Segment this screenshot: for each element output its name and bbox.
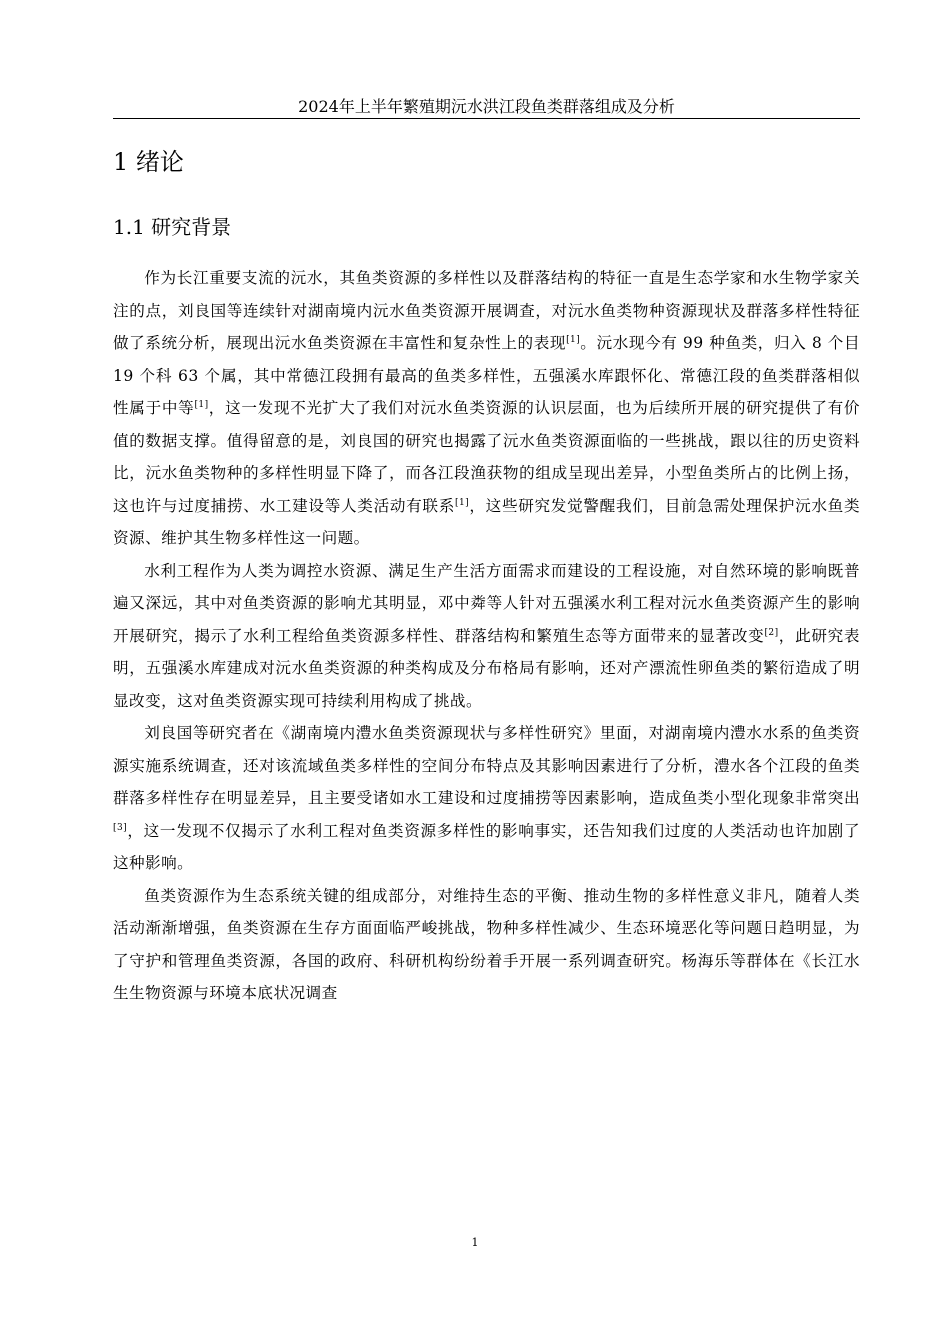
paragraph-text: 刘良国等研究者在《湖南境内澧水鱼类资源现状与多样性研究》里面，对湖南境内澧水水系的鱼类资源实施系统调查，还对该流域鱼类多样性的空间分布特点及其影响因素进行了分析，澧水各个江段的鱼类群落多样性存在明显差异，且主要受诸如水工建设和过度捕捞等因素影响，造成鱼类小型化现象非常突出 — [113, 724, 860, 807]
paragraph-text: 作为长江重要支流的沅水，其鱼类资源的多样性以及群落结构的特征一直是生态学家和水生物学家关注的点，刘良国等连续针对湖南境内沅水鱼类资源开展调查，对沅水鱼类物种资源现状及群落多样性特征做了系统分析，展现出沅水鱼类资源在丰富性和复杂性上的表现 — [113, 269, 860, 352]
chapter-title: 1 绪论 — [113, 148, 184, 176]
citation: [2] — [764, 627, 779, 638]
paragraph-text: ，这一发现不光扩大了我们对沅水鱼类资源的认识层面，也为后续所开展的研究提供了有价值的数据支撑。值得留意的是，刘良国的研究也揭露了沅水鱼类资源面临的一些挑战，跟以往的历史资料比，沅水鱼类物种的多样性明显下降了，而各江段渔获物的组成呈现出差异，小型鱼类所占的比例上扬，这也许与过度捕捞、水工建设等人类活动有联系 — [113, 399, 860, 515]
header-rule — [113, 118, 860, 119]
citation: [1] — [566, 334, 581, 345]
paragraph-text: ，这一发现不仅揭示了水利工程对鱼类资源多样性的影响事实，还告知我们过度的人类活动也许加剧了这种影响。 — [113, 821, 860, 872]
page-number: 1 — [471, 1236, 479, 1249]
paragraph-text: ，此研究表明，五强溪水库建成对沅水鱼类资源的种类构成及分布格局有影响，还对产漂流性卵鱼类的繁衍造成了明显改变，这对鱼类资源实现可持续利用构成了挑战。 — [113, 626, 860, 710]
paragraph-text: 水利工程作为人类为调控水资源、满足生产生活方面需求而建设的工程设施，对自然环境的影响既普遍又深远，其中对鱼类资源的影响尤其明显，邓中粦等人针对五强溪水利工程对沅水鱼类资源产生的影响开展研究，揭示了水利工程给鱼类资源多样性、群落结构和繁殖生态等方面带来的显著改变 — [113, 561, 860, 645]
section-title: 1.1 研究背景 — [113, 215, 232, 239]
paragraph-1 — [113, 262, 860, 555]
body-text — [113, 262, 860, 1010]
citation: [1] — [455, 497, 470, 508]
paragraph-3 — [113, 717, 860, 880]
paragraph-text: 。沅水现今有 99 种鱼类，归入 8 个目 19 个科 63 个属，其中常德江段拥有最高的鱼类多样性，五强溪水库跟怀化、常德江段的鱼类群落相似性属于中等 — [113, 334, 860, 417]
running-header: 2024年上半年繁殖期沅水洪江段鱼类群落组成及分析 — [298, 97, 675, 116]
paragraph-4 — [113, 880, 860, 1010]
paragraph-text: 鱼类资源作为生态系统关键的组成部分，对维持生态的平衡、推动生物的多样性意义非凡，随着人类活动渐渐增强，鱼类资源在生存方面面临严峻挑战，物种多样性减少、生态环境恶化等问题日趋明显，为了守护和管理鱼类资源，各国的政府、科研机构纷纷着手开展一系列调查研究。杨海乐等群体在《长江水生生物资源与环境本底状况调查 — [113, 886, 860, 1002]
citation: [1] — [194, 399, 209, 410]
paragraph-2 — [113, 555, 860, 718]
citation: [3] — [113, 822, 128, 833]
paragraph-text: ，这些研究发觉警醒我们，目前急需处理保护沅水鱼类资源、维护其生物多样性这一问题。 — [113, 496, 860, 547]
